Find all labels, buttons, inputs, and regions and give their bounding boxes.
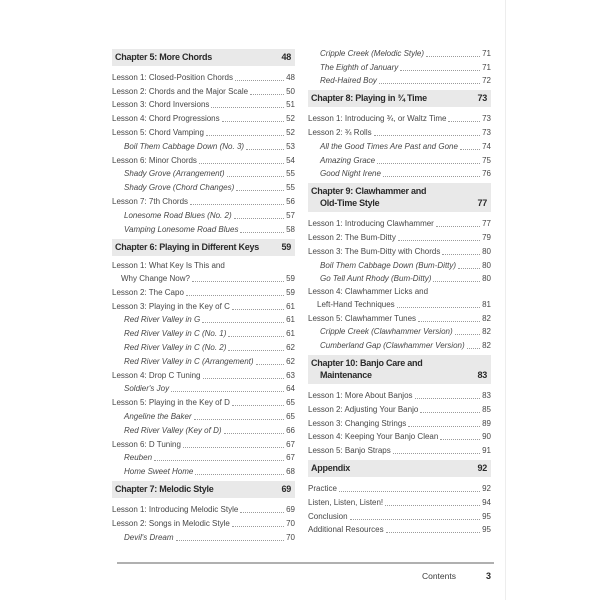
page-number: 82 (482, 327, 491, 337)
lesson-title: Lesson 5: Banjo Straps (308, 446, 391, 456)
footer-text (117, 571, 494, 581)
dot-leader (176, 540, 285, 541)
page-number: 83 (482, 391, 491, 401)
toc-lesson-row (308, 522, 491, 536)
dot-leader (448, 121, 480, 122)
toc-song-row (308, 324, 491, 338)
dot-leader (199, 163, 284, 164)
page-number: 74 (482, 141, 491, 151)
toc-lesson-row (112, 501, 295, 515)
dot-leader (236, 190, 284, 191)
chapter-page-number: 83 (477, 370, 487, 381)
toc-lesson-row (308, 284, 491, 297)
page-number: 73 (482, 127, 491, 137)
dot-leader (400, 70, 480, 71)
song-title: Cripple Creek (Melodic Style) (320, 48, 425, 58)
toc-lesson-row (112, 69, 295, 83)
chapter-title: Chapter 8: Playing in ¾ Time (311, 93, 427, 104)
lesson-title: Conclusion (308, 511, 348, 521)
chapter-title-line2: Maintenance (320, 370, 372, 381)
dot-leader (398, 240, 480, 241)
toc-lesson-row (308, 494, 491, 508)
toc-lesson-row (308, 229, 491, 243)
toc-lesson-row (112, 83, 295, 97)
song-title: Red River Valley in C (No. 2) (124, 343, 227, 353)
page-number: 50 (286, 86, 295, 96)
song-title: Red River Valley in C (Arrangement) (124, 356, 254, 366)
page-number: 95 (482, 511, 491, 521)
lesson-title: Lesson 2: The Capo (112, 287, 184, 297)
dot-leader (190, 204, 284, 205)
toc-lesson-row (112, 394, 295, 408)
page-number: 56 (286, 196, 295, 206)
toc-column-right (308, 45, 491, 543)
dot-leader (234, 218, 284, 219)
toc-lesson-row (112, 259, 295, 272)
page-number: 71 (482, 62, 491, 72)
page-number: 69 (286, 505, 295, 515)
lesson-title-line2: Why Change Now? (121, 274, 190, 284)
chapter-title: Chapter 5: More Chords (115, 52, 213, 62)
dot-leader (202, 322, 284, 323)
toc-song-row (112, 450, 295, 464)
toc-chapter-row (308, 355, 491, 384)
page-number: 94 (482, 497, 491, 507)
dot-leader (206, 135, 284, 136)
page-number: 52 (286, 127, 295, 137)
page-number: 82 (482, 341, 491, 351)
dot-leader (232, 526, 284, 527)
song-title: Amazing Grace (320, 155, 376, 165)
toc-lesson-row (308, 415, 491, 429)
song-title: Red River Valley in G (124, 315, 201, 325)
lesson-title: Lesson 1: Closed-Position Chords (112, 72, 233, 82)
toc-lesson-row (112, 298, 295, 312)
chapter-title-line2-row (311, 197, 487, 209)
page-number: 76 (482, 169, 491, 179)
song-title: Go Tell Aunt Rhody (Bum-Ditty) (320, 274, 432, 284)
toc-song-row (112, 339, 295, 353)
toc-song-row (112, 529, 295, 543)
song-title: Red River Valley (Key of D) (124, 425, 222, 435)
toc-chapter-row (112, 481, 295, 498)
toc-song-row (112, 463, 295, 477)
toc-chapter-row (308, 90, 491, 107)
toc-lesson-row (112, 436, 295, 450)
song-title: Cripple Creek (Clawhammer Version) (320, 327, 453, 337)
toc-chapter-row (112, 49, 295, 66)
toc-song-row (308, 166, 491, 180)
chapter-page-number: 73 (477, 93, 487, 104)
footer-section-label: Contents (421, 571, 456, 581)
page-number: 95 (482, 525, 491, 535)
dot-leader (232, 405, 284, 406)
dot-leader (436, 226, 480, 227)
song-title: Boil Them Cabbage Down (Bum-Ditty) (320, 260, 457, 270)
footer-rule (117, 562, 494, 564)
chapter-title-line (115, 483, 291, 495)
chapter-title: Chapter 9: Clawhammer and (311, 186, 427, 197)
song-title: All the Good Times Are Past and Gone (320, 141, 458, 151)
page-number: 58 (286, 224, 295, 234)
dot-leader (440, 439, 480, 440)
toc-song-row (112, 353, 295, 367)
page-number: 65 (286, 412, 295, 422)
page-number: 54 (286, 155, 295, 165)
lesson-title: Additional Resources (308, 525, 384, 535)
lesson-title: Lesson 1: Introducing Melodic Style (112, 505, 239, 515)
page-number: 73 (482, 114, 491, 124)
page-number: 75 (482, 155, 491, 165)
chapter-title: Chapter 6: Playing in Different Keys (115, 241, 260, 252)
toc-column-left (112, 45, 295, 543)
song-title: Red River Valley in C (No. 1) (124, 329, 227, 339)
lesson-title: Lesson 2: The Bum-Ditty (308, 232, 396, 242)
chapter-title-line (311, 92, 487, 104)
page-number: 61 (286, 329, 295, 339)
toc-lesson-row (308, 508, 491, 522)
dot-leader (379, 83, 480, 84)
toc-lesson-row (112, 110, 295, 124)
page-number: 70 (286, 518, 295, 528)
page-number: 90 (482, 432, 491, 442)
page-edge-line (505, 0, 506, 600)
song-title: Lonesome Road Blues (No. 2) (124, 210, 232, 220)
song-title: Reuben (124, 453, 153, 463)
dot-leader (385, 505, 480, 506)
page-number: 80 (482, 246, 491, 256)
dot-leader (418, 321, 480, 322)
lesson-title: Lesson 3: The Bum-Ditty with Chords (308, 246, 441, 256)
lesson-title: Lesson 5: Clawhammer Tunes (308, 313, 417, 323)
lesson-title: Lesson 2: Adjusting Your Banjo (308, 404, 419, 414)
page-number: 67 (286, 453, 295, 463)
toc-song-row (112, 381, 295, 395)
page-footer (117, 562, 494, 581)
lesson-title: Lesson 3: Changing Strings (308, 418, 407, 428)
toc-chapter-row (112, 239, 295, 256)
page-number: 79 (482, 232, 491, 242)
chapter-title-line2-row (311, 369, 487, 381)
page-number: 57 (286, 210, 295, 220)
toc-chapter-row (308, 183, 491, 212)
song-title: Soldier's Joy (124, 384, 170, 394)
page-number: 51 (286, 100, 295, 110)
lesson-title: Lesson 5: Chord Vamping (112, 127, 204, 137)
page-number: 81 (482, 299, 491, 309)
chapter-page-number: 77 (477, 198, 487, 209)
toc-lesson-row (308, 243, 491, 257)
toc-song-row (308, 152, 491, 166)
song-title: Cumberland Gap (Clawhammer Version) (320, 341, 465, 351)
page-number: 71 (482, 48, 491, 58)
dot-leader (171, 391, 284, 392)
lesson-title: Lesson 6: D Tuning (112, 439, 181, 449)
dot-leader (460, 149, 480, 150)
page-number: 59 (286, 274, 295, 284)
toc-lesson-row (308, 215, 491, 229)
dot-leader (256, 364, 285, 365)
dot-leader (420, 412, 480, 413)
dot-leader (240, 232, 284, 233)
toc-song-row (112, 207, 295, 221)
page-number: 91 (482, 446, 491, 456)
page-number: 80 (482, 274, 491, 284)
dot-leader (250, 94, 284, 95)
dot-leader (393, 453, 480, 454)
page-number: 62 (286, 356, 295, 366)
dot-leader (377, 163, 480, 164)
lesson-title: Lesson 5: Playing in the Key of D (112, 398, 230, 408)
chapter-title-line (311, 357, 487, 369)
dot-leader (374, 135, 481, 136)
page-number: 82 (482, 313, 491, 323)
chapter-title: Appendix (311, 463, 351, 474)
chapter-title-line2: Old-Time Style (320, 198, 380, 209)
page-number: 85 (482, 404, 491, 414)
page-number: 80 (482, 260, 491, 270)
dot-leader (408, 426, 480, 427)
chapter-title: Chapter 10: Banjo Care and (311, 358, 423, 369)
page-number: 77 (482, 219, 491, 229)
page-number: 55 (286, 169, 295, 179)
page-number: 61 (286, 315, 295, 325)
toc-song-row (308, 73, 491, 87)
toc-song-row (112, 422, 295, 436)
dot-leader (455, 334, 480, 335)
chapter-page-number: 92 (477, 463, 487, 474)
chapter-page-number: 48 (281, 52, 291, 62)
page-number: 64 (286, 384, 295, 394)
chapter-title: Chapter 7: Melodic Style (115, 484, 214, 495)
toc-lesson-row (308, 124, 491, 138)
lesson-title: Lesson 1: Introducing Clawhammer (308, 219, 434, 229)
dot-leader (228, 336, 284, 337)
dot-leader (222, 121, 284, 122)
toc-song-row (308, 45, 491, 59)
lesson-title: Lesson 1: Introducing ¾, or Waltz Time (308, 114, 447, 124)
lesson-title: Listen, Listen, Listen! (308, 497, 384, 507)
song-title: Good Night Irene (320, 169, 381, 179)
toc-song-row (308, 138, 491, 152)
chapter-title-line (311, 185, 487, 197)
toc-lesson-row (308, 442, 491, 456)
dot-leader (232, 309, 284, 310)
page-number: 63 (286, 370, 295, 380)
dot-leader (194, 419, 284, 420)
dot-leader (224, 433, 285, 434)
lesson-title: Lesson 4: Drop C Tuning (112, 370, 201, 380)
toc-lesson-row (308, 387, 491, 401)
toc-song-row (112, 166, 295, 180)
dot-leader (228, 350, 284, 351)
page-number: 62 (286, 343, 295, 353)
toc-lesson-row-line2 (112, 271, 295, 284)
toc-song-row (308, 257, 491, 271)
page-number: 70 (286, 532, 295, 542)
song-title: Angeline the Baker (124, 412, 192, 422)
dot-leader (154, 460, 284, 461)
dot-leader (246, 149, 284, 150)
lesson-title: Lesson 6: Minor Chords (112, 155, 197, 165)
page-number: 61 (286, 301, 295, 311)
dot-leader (183, 447, 284, 448)
dot-leader (433, 281, 480, 282)
dot-leader (467, 348, 480, 349)
lesson-title: Lesson 4: Chord Progressions (112, 114, 220, 124)
page-number: 72 (482, 76, 491, 86)
toc-lesson-row (308, 401, 491, 415)
song-title: Shady Grove (Arrangement) (124, 169, 225, 179)
toc-lesson-row (308, 429, 491, 443)
page-number: 48 (286, 72, 295, 82)
toc-song-row (112, 312, 295, 326)
page-number: 65 (286, 398, 295, 408)
toc-song-row (308, 271, 491, 285)
dot-leader (339, 491, 480, 492)
toc-song-row (112, 325, 295, 339)
toc-lesson-row (112, 515, 295, 529)
toc-lesson-row (112, 124, 295, 138)
chapter-title-line (115, 241, 291, 253)
page-number: 92 (482, 484, 491, 494)
footer-page-number: 3 (485, 571, 491, 581)
lesson-title: Lesson 3: Playing in the Key of C (112, 301, 230, 311)
dot-leader (211, 107, 284, 108)
dot-leader (386, 532, 480, 533)
toc-song-row (112, 138, 295, 152)
toc-song-row (308, 59, 491, 73)
dot-leader (397, 307, 480, 308)
toc-lesson-row-line2 (308, 297, 491, 310)
toc-lesson-row (112, 193, 295, 207)
toc-song-row (308, 337, 491, 351)
dot-leader (383, 176, 480, 177)
toc-columns (112, 45, 491, 543)
song-title: The Eighth of January (320, 62, 399, 72)
toc-lesson-row (308, 480, 491, 494)
dot-leader (235, 80, 284, 81)
dot-leader (186, 295, 284, 296)
dot-leader (442, 254, 480, 255)
lesson-title: Lesson 1: What Key Is This and (112, 261, 225, 271)
page-number: 66 (286, 425, 295, 435)
page-number: 52 (286, 114, 295, 124)
toc-chapter-row (308, 460, 491, 477)
dot-leader (192, 281, 284, 282)
lesson-title: Lesson 1: More About Banjos (308, 391, 413, 401)
dot-leader (203, 378, 285, 379)
page-number: 59 (286, 287, 295, 297)
chapter-page-number: 69 (281, 484, 291, 495)
toc-lesson-row (308, 310, 491, 324)
toc-song-row (112, 179, 295, 193)
lesson-title: Lesson 7: 7th Chords (112, 196, 189, 206)
toc-lesson-row (112, 284, 295, 298)
song-title: Red-Haired Boy (320, 76, 377, 86)
lesson-title: Lesson 4: Clawhammer Licks and (308, 286, 429, 296)
song-title: Vamping Lonesome Road Blues (124, 224, 239, 234)
lesson-title: Lesson 3: Chord Inversions (112, 100, 210, 110)
page-number: 53 (286, 141, 295, 151)
song-title: Devil's Dream (124, 532, 174, 542)
lesson-title: Lesson 2: Chords and the Major Scale (112, 86, 249, 96)
lesson-title-line2: Left-Hand Techniques (317, 299, 395, 309)
dot-leader (240, 512, 284, 513)
page-number: 89 (482, 418, 491, 428)
song-title: Shady Grove (Chord Changes) (124, 183, 235, 193)
song-title: Boil Them Cabbage Down (No. 3) (124, 141, 245, 151)
dot-leader (426, 56, 480, 57)
lesson-title: Lesson 2: Songs in Melodic Style (112, 518, 230, 528)
toc-lesson-row (112, 97, 295, 111)
dot-leader (350, 519, 481, 520)
toc-lesson-row (112, 367, 295, 381)
dot-leader (415, 398, 481, 399)
lesson-title: Practice (308, 484, 337, 494)
page-number: 67 (286, 439, 295, 449)
toc-lesson-row (308, 110, 491, 124)
page-number: 68 (286, 467, 295, 477)
chapter-page-number: 59 (281, 241, 291, 252)
dot-leader (195, 474, 284, 475)
toc-song-row (112, 221, 295, 235)
lesson-title: Lesson 2: ¾ Rolls (308, 127, 372, 137)
lesson-title: Lesson 4: Keeping Your Banjo Clean (308, 432, 439, 442)
toc-lesson-row (112, 152, 295, 166)
dot-leader (227, 176, 285, 177)
chapter-title-line (115, 51, 291, 63)
song-title: Home Sweet Home (124, 467, 194, 477)
chapter-title-line (311, 462, 487, 474)
page-number: 55 (286, 183, 295, 193)
dot-leader (458, 268, 480, 269)
toc-song-row (112, 408, 295, 422)
